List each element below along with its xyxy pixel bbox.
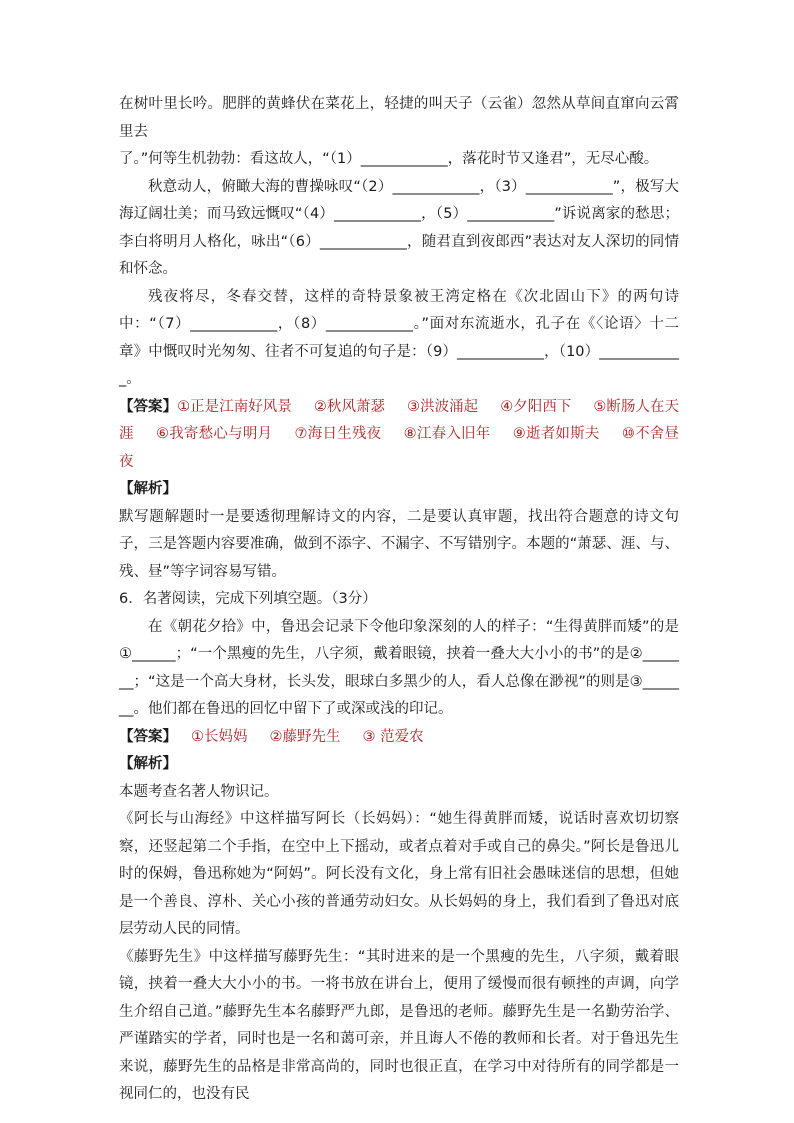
poem-fill-paragraph-1-line-1: 在树叶里长吟。肥胖的黄蜂伏在菜花上，轻捷的叫天子（云雀）忽然从草间直窜向云霄里去 [119, 96, 679, 140]
answer-item: ⑩不舍昼夜 [119, 426, 680, 470]
analysis-intro-6: 本题考查名著人物识记。 [119, 783, 279, 800]
answer-block-6 [119, 724, 679, 752]
poem-fill-paragraph-2: 秋意动人，俯瞰大海的曹操咏叹“（2）____________，（3）____________”，极写大海辽阔壮美；而马致远慨叹“（4）____________，（5）____________”诉说离家的愁思；李白将明月人格化，咏出“（6）____________，随君直到夜郎西”表达对友人深切的同情和怀念。 [119, 178, 679, 277]
answer-item: ①长妈妈 [191, 728, 248, 745]
answer-item: ⑧江春入旧年 [403, 426, 491, 442]
poem-fill-paragraph-3: 残夜将尽，冬春交替，这样的奇特景象被王湾定格在《次北固山下》的两句诗中：“（7）____________，（8）____________。”面对东流逝水，孔子在《〈论语〉十二章》中慨叹时光匆匆、往者不可复追的句子是：（9）____________，（10）____________。 [119, 288, 679, 387]
answer-label: 【答案】 [119, 398, 178, 415]
answer-item: ②藤野先生 [269, 728, 341, 745]
answer-block-5 [119, 394, 679, 477]
answer-item: ②秋风萧瑟 [313, 398, 386, 415]
answer-item: ③ 范爱农 [362, 728, 424, 745]
analysis-label: 【解析】 [119, 756, 177, 772]
answer-label: 【答案】 [119, 728, 177, 745]
analysis-text-5: 默写题解题时一是要透彻理解诗文的内容，二是要认真审题，找出符合题意的诗文句子，三是答题内容要准确，做到不添字、不漏字、不写错别字。本题的“萧瑟、涯、与、残、昼”等字词容易写错。 [119, 508, 679, 580]
answer-item: ⑨逝者如斯夫 [512, 426, 600, 442]
document-content [119, 91, 679, 1109]
answer-item: ⑦海日生残夜 [294, 426, 382, 442]
answer-item: ①正是江南好风景 [177, 398, 292, 415]
answer-item: ③洪波涌起 [407, 398, 479, 415]
analysis-label: 【解析】 [119, 481, 177, 497]
question-6-heading: 6．名著阅读，完成下列填空题。（3分） [119, 591, 377, 607]
poem-fill-paragraph-1-line-2: 了。”何等生机勃勃：看这故人，“（1）____________，落花时节又逢君”，无尽心酸。 [119, 151, 659, 167]
analysis-paragraph-fujino: 《藤野先生》中这样描写藤野先生：“其时进来的是一个黑瘦的先生，八字须，戴着眼镜，挟着一叠大大小小的书。一将书放在讲台上，便用了缓慢而很有顿挫的声调，向学生介绍自己道。”藤野先生本名藤野严九郎，是鲁迅的老师。藤野先生是一名勤劳治学、严谨踏实的学者，同时也是一名和蔼可亲，并且诲人不倦的教师和长者。对于鲁迅先生来说，藤野先生的品格是非常高尚的，同时也很正直，在学习中对待所有的同学都是一视同仁的，也没有民 [119, 948, 679, 1102]
answer-item: ④夕阳西下 [500, 398, 572, 415]
answer-item: ⑥我寄愁心与明月 [155, 426, 273, 442]
analysis-paragraph-ahchang: 《阿长与山海经》中这样描写阿长（长妈妈）：“她生得黄胖而矮，说话时喜欢切切察察，还竖起第二个手指，在空中上下摇动，或者点着对手或自己的鼻尖。”阿长是鲁迅儿时的保姆，鲁迅称她为“阿妈”。阿长没有文化，身上常有旧社会愚昧迷信的思想，但她是一个善良、淳朴、关心小孩的普通劳动妇女。从长妈妈的身上，我们看到了鲁迅对底层劳动人民的同情。 [119, 811, 679, 937]
answer-item: ⑤断肠人在天涯 [119, 398, 680, 442]
question-6-paragraph: 在《朝花夕拾》中，鲁迅会记录下令他印象深刻的人的样子：“生得黄胖而矮”的是①______；“一个黑瘦的先生，八字须，戴着眼镜，挟着一叠大大小小的书”的是②_______；“这是一个高大身材，长头发，眼球白多黑少的人，看人总像在渺视”的则是③_______。他们都在鲁迅的回忆中留下了或深或浅的印记。 [119, 618, 679, 717]
